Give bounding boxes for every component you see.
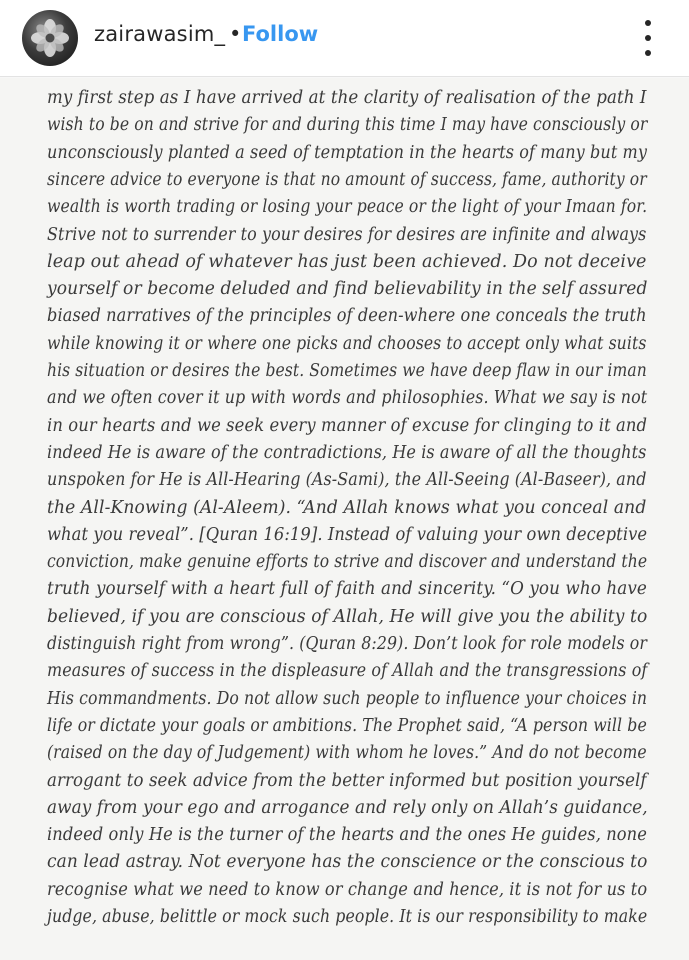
post-text-line: while knowing it or where one picks and chooses to accept only what suits [47,333,647,354]
post-text-line: Strive not to surrender to your desires for desires are infinite and always [47,224,647,245]
post-header [0,0,689,77]
post-text-line: wealth is worth trading or losing your peace or the light of your Imaan for. [47,197,648,218]
post-text-line: my first step as I have arrived at the clarity of realisation of the path I [47,88,647,108]
separator-dot: • [229,22,242,46]
post-text-line: can lead astray. Not everyone has the conscience or the conscious to [47,852,648,873]
post-text-line: judge, abuse, belittle or mock such people. It is our responsibility to make [47,907,648,927]
post-text-line: indeed He is aware of the contradictions, He is aware of all the thoughts [47,442,647,463]
more-options-button[interactable] [636,18,660,58]
post-text-line: his situation or desires the best. Sometimes we have deep flaw in our iman [47,361,647,381]
post-text-line: believed, if you are conscious of Allah, He will give you the ability to [47,606,648,627]
post-text-line: unconsciously planted a seed of temptation in the hearts of many but my [47,142,648,163]
post-text-line: indeed only He is the turner of the hearts and the ones He guides, none [47,825,647,846]
post-text-line: His commandments. Do not allow such people to influence your choices in [47,688,648,709]
post-image [0,78,689,960]
post-text-line: away from your ego and arrogance and rely only on Allah’s guidance, [47,797,648,818]
post-text-line: and we often cover it up with words and philosophies. What we say is not [47,388,648,409]
post-text-line: wish to be on and strive for and during this time I may have consciously or [47,115,648,136]
post-text-line: distinguish right from wrong”. (Quran 8:29). Don’t look for role models or [47,634,648,654]
more-dot-icon [645,20,651,26]
post-text-line: arrogant to seek advice from the better informed but position yourself [47,770,647,791]
post-text-line: unspoken for He is All-Hearing (As-Sami), the All-Seeing (Al-Baseer), and [47,470,647,491]
post-text-line: sincere advice to everyone is that no amount of success, fame, authority or [47,169,647,190]
avatar[interactable] [22,10,78,66]
post-text-line: what you reveal”. [Quran 16:19]. Instead of valuing your own deceptive [47,524,648,545]
post-text-line: life or dictate your goals or ambitions. The Prophet said, “A person will be [47,715,647,736]
username-link[interactable]: zairawasim_ [94,22,226,46]
post-text-line: leap out ahead of whatever has just been achieved. Do not deceive [47,251,647,272]
post-text-line: biased narratives of the principles of deen-where one conceals the truth [47,306,647,327]
more-dot-icon [645,50,651,56]
post-text-line: conviction, make genuine efforts to strive and discover and understand the [47,552,648,573]
post-text-line: truth yourself with a heart full of faith and sincerity. “O you who have [47,579,647,600]
post-text-line: measures of success in the displeasure of Allah and the transgressions of [47,661,648,682]
post-text-line: the All-Knowing (Al-Aleem). “And Allah knows what you conceal and [47,497,647,518]
follow-button[interactable]: Follow [242,22,319,46]
flower-icon [22,10,78,66]
post-text-line: yourself or become deluded and find believability in the self assured [47,279,648,300]
post-text-line: (raised on the day of Judgement) with whom he loves.” And do not become [47,743,647,764]
more-dot-icon [645,35,651,41]
post-text-line: recognise what we need to know or change and hence, it is not for us to [47,879,648,900]
post-text-line: in our hearts and we seek every manner of excuse for clinging to it and [47,415,648,436]
